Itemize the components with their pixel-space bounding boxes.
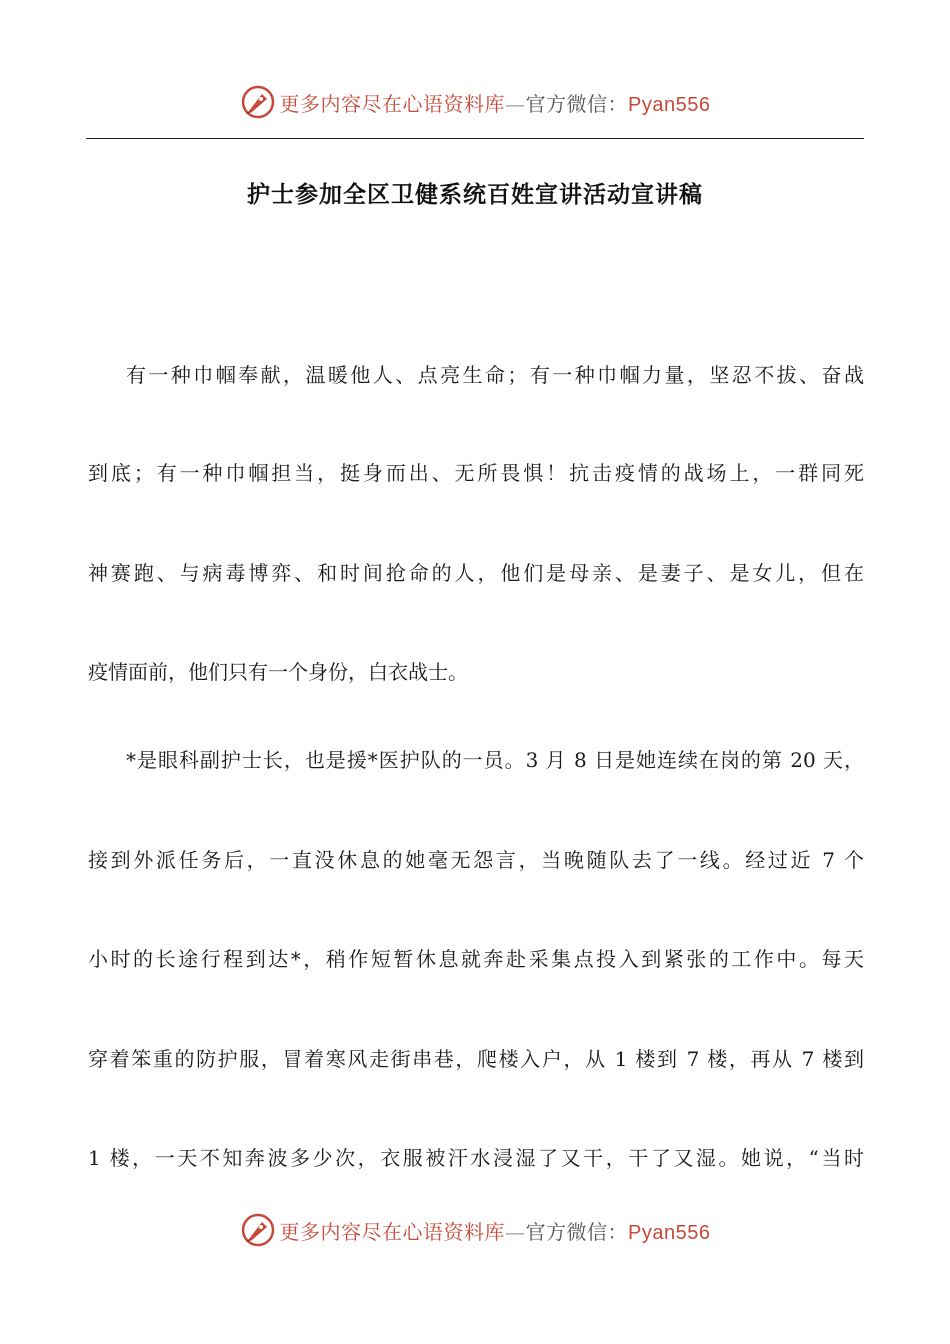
- footer-brand-text: 更多内容尽在心语资料库: [279, 1219, 506, 1244]
- document-title: 护士参加全区卫健系统百姓宣讲活动宣讲稿: [247, 181, 703, 208]
- body-line: 有一种巾帼奉献，温暖他人、点亮生命；有一种巾帼力量，坚忍不拔、奋战: [126, 363, 864, 387]
- footer-wechat-id: Pyan556: [628, 1221, 711, 1244]
- pen-nib-logo-icon: [240, 84, 276, 120]
- header-divider: [86, 138, 864, 139]
- header-banner: [0, 82, 950, 122]
- body-line: 穿着笨重的防护服，冒着寒风走街串巷，爬楼入户，从 1 楼到 7 楼，再从 7 楼到: [88, 1047, 864, 1071]
- footer-separator: —: [505, 1219, 526, 1244]
- footer-banner: [0, 1210, 950, 1250]
- header-wechat-id: Pyan556: [628, 93, 711, 116]
- header-official-label: 官方微信：: [525, 91, 629, 116]
- pen-nib-logo-icon: [240, 1212, 276, 1248]
- footer-banner-text: [280, 1216, 711, 1245]
- body-line: 疫情面前，他们只有一个身份，白衣战士。: [88, 660, 468, 684]
- footer-official-label: 官方微信：: [525, 1219, 629, 1244]
- body-line: 接到外派任务后，一直没休息的她毫无怨言，当晚随队去了一线。经过近 7 个: [88, 848, 864, 872]
- header-brand-text: 更多内容尽在心语资料库: [279, 91, 506, 116]
- body-line: 小时的长途行程到达*，稍作短暂休息就奔赴采集点投入到紧张的工作中。每天: [88, 947, 864, 971]
- header-banner-text: [280, 88, 711, 117]
- body-line: 神赛跑、与病毒博弈、和时间抢命的人，他们是母亲、是妻子、是女儿，但在: [88, 561, 864, 585]
- body-line: 1 楼，一天不知奔波多少次，衣服被汗水浸湿了又干，干了又湿。她说，“当时: [88, 1146, 864, 1170]
- header-separator: —: [505, 91, 526, 116]
- body-line: 到底；有一种巾帼担当，挺身而出、无所畏惧！抗击疫情的战场上，一群同死: [88, 461, 864, 485]
- body-line: *是眼科副护士长，也是援*医护队的一员。3 月 8 日是她连续在岗的第 20 天，: [126, 748, 864, 772]
